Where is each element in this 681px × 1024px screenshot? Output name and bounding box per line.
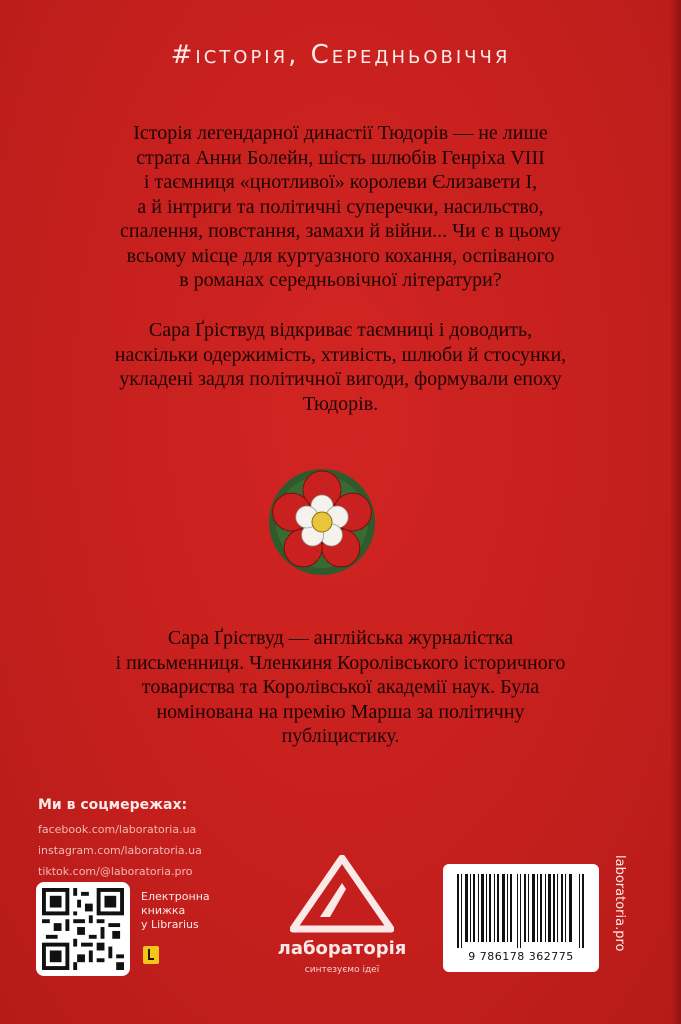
ebook-line: книжка	[141, 904, 186, 917]
tiktok-link[interactable]: tiktok.com/@laboratoria.pro	[38, 865, 193, 878]
text-line: укладені задля політичної вигоди, формували епоху	[119, 368, 562, 390]
publisher-slogan: синтезуємо ідеї	[304, 965, 380, 975]
genre-tagline: #історія, Середньовіччя	[170, 40, 511, 70]
text-line: публіцистику.	[281, 725, 400, 747]
text-line: номінована на премію Марша за політичну	[156, 700, 525, 723]
librarius-icon	[143, 946, 159, 964]
text-line: Сара Ґріствуд — англійська журналістка	[167, 627, 514, 649]
social-links	[38, 797, 202, 882]
qr-code[interactable]	[36, 882, 130, 976]
barcode-block	[443, 864, 599, 972]
barcode-icon	[453, 874, 589, 948]
cover-edge	[671, 0, 681, 1024]
qr-code-icon	[42, 888, 124, 970]
description-paragraph-2	[60, 318, 621, 416]
text-line: страта Анни Болейн, шість шлюбів Генріха VIII	[136, 146, 545, 169]
publisher-name: лабораторія	[277, 938, 407, 959]
text-line: Історія легендарної династії Тюдорів — не лише	[133, 122, 548, 144]
text-line: Тюдорів.	[302, 392, 379, 415]
social-heading: Ми в соцмережах:	[38, 797, 188, 813]
author-bio	[60, 626, 621, 749]
website-link[interactable]: laboratoria.pro	[612, 855, 627, 952]
text-line: і письменниця. Членкиня Королівського історичного	[115, 651, 566, 674]
text-line: наскільки одержимість, хтивість, шлюби й стосунки,	[114, 343, 567, 366]
text-line: в романах середньовічної літератури?	[179, 269, 502, 291]
ebook-line: Електронна	[141, 890, 210, 903]
text-line: товариства та Королівської академії наук. Була	[141, 676, 540, 698]
text-line: і таємниця «цнотливої» королеви Єлизавети I,	[143, 171, 538, 193]
text-line: спалення, повстання, замахи й війни... Чи є в цьому	[120, 220, 561, 242]
instagram-link[interactable]: instagram.com/laboratoria.ua	[38, 844, 202, 857]
text-line: всьому місце для куртуазного кохання, оспіваного	[126, 244, 555, 267]
ebook-line: у Librarius	[141, 918, 199, 931]
isbn-number: 9 786178 362775	[468, 950, 574, 963]
tudor-rose-icon	[268, 468, 376, 576]
description-paragraph-1	[60, 121, 621, 293]
text-line: а й інтриги та політичні суперечки, насильство,	[137, 195, 544, 218]
text-line: Сара Ґріствуд відкриває таємниці і доводить,	[148, 319, 533, 341]
facebook-link[interactable]: facebook.com/laboratoria.ua	[38, 823, 197, 836]
publisher-logo-icon	[290, 855, 394, 935]
ebook-note	[141, 890, 210, 932]
